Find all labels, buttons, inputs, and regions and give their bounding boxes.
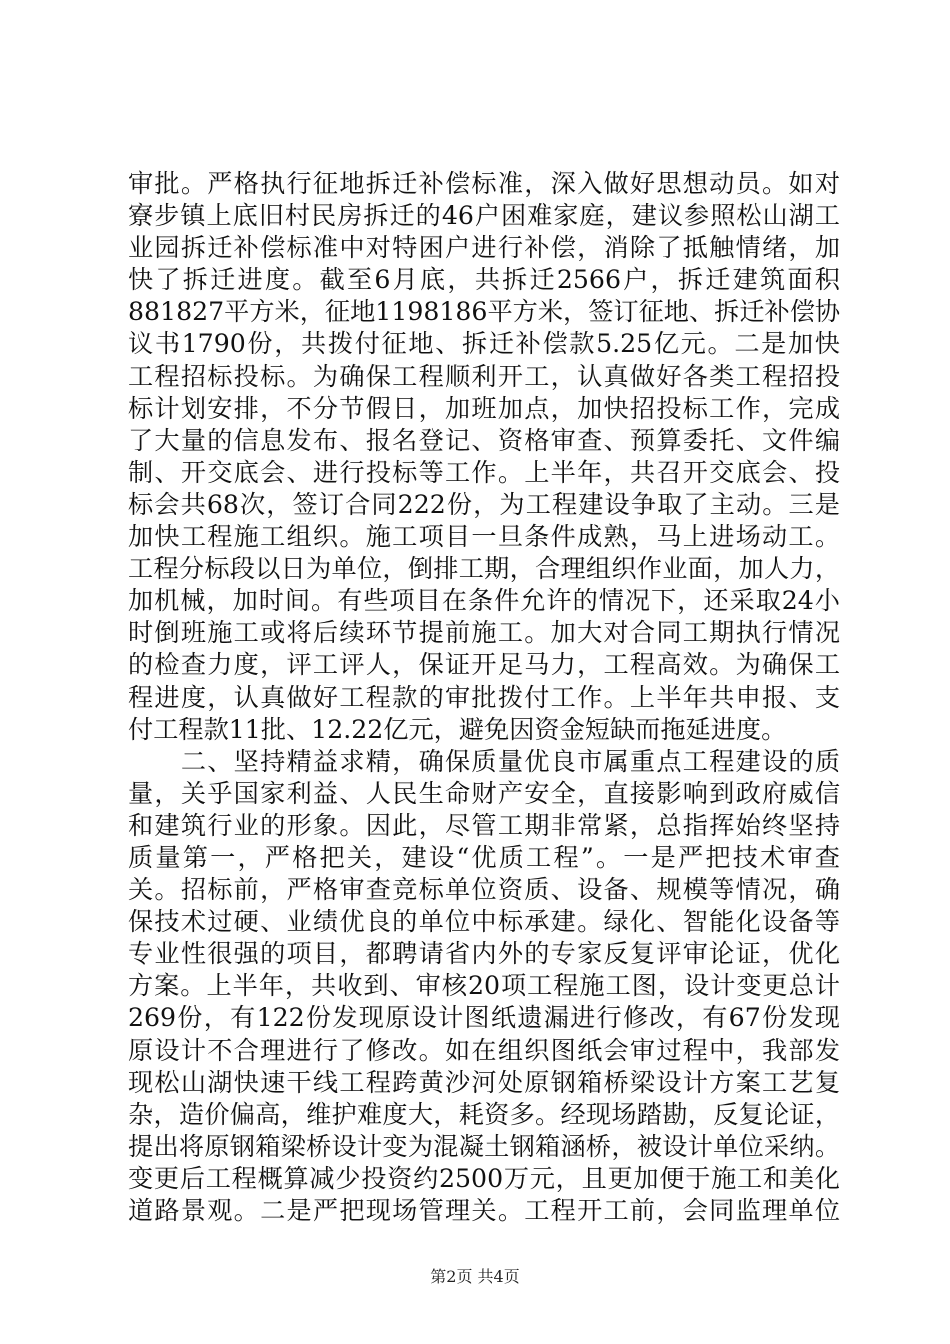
body-text bbox=[128, 168, 840, 1227]
text-line: 时倒班施工或将后续环节提前施工。加大对合同工期执行情况 bbox=[128, 618, 840, 648]
text-line: 快了拆迁进度。截至6月底，共拆迁2566户，拆迁建筑面积 bbox=[128, 265, 840, 295]
text-line: 议书1790份，共拨付征地、拆迁补偿款5.25亿元。二是加快 bbox=[128, 329, 840, 359]
text-line: 业园拆迁补偿标准中对特困户进行补偿，消除了抵触情绪，加 bbox=[128, 233, 840, 263]
text-line: 工程分标段以日为单位，倒排工期，合理组织作业面，加人力， bbox=[128, 554, 840, 584]
text-line: 程进度，认真做好工程款的审批拨付工作。上半年共申报、支 bbox=[128, 682, 840, 712]
text-line: 提出将原钢箱梁桥设计变为混凝土钢箱涵桥，被设计单位采纳。 bbox=[128, 1131, 840, 1161]
text-line: 工程招标投标。为确保工程顺利开工，认真做好各类工程招投 bbox=[128, 361, 840, 391]
text-line: 了大量的信息发布、报名登记、资格审查、预算委托、文件编 bbox=[128, 425, 840, 455]
page-footer bbox=[0, 1266, 950, 1288]
text-line: 专业性很强的项目，都聘请省内外的专家反复评审论证，优化 bbox=[128, 939, 840, 969]
text-line: 保技术过硬、业绩优良的单位中标承建。绿化、智能化设备等 bbox=[128, 907, 840, 937]
paragraph-start-line: 二、坚持精益求精，确保质量优良市属重点工程建设的质 bbox=[128, 746, 840, 776]
text-line: 杂，造价偏高，维护难度大，耗资多。经现场踏勘，反复论证， bbox=[128, 1099, 840, 1129]
text-line: 变更后工程概算减少投资约2500万元，且更加便于施工和美化 bbox=[128, 1163, 840, 1193]
text-line: 标计划安排，不分节假日，加班加点，加快招投标工作，完成 bbox=[128, 393, 840, 423]
text-line: 寮步镇上底旧村民房拆迁的46户困难家庭，建议参照松山湖工 bbox=[128, 201, 840, 231]
text-line: 加机械，加时间。有些项目在条件允许的情况下，还采取24小 bbox=[128, 586, 840, 616]
text-line: 现松山湖快速干线工程跨黄沙河处原钢箱桥梁设计方案工艺复 bbox=[128, 1067, 840, 1097]
page-number-label: 第2页 共4页 bbox=[430, 1267, 520, 1286]
text-line: 制、开交底会、进行投标等工作。上半年，共召开交底会、投 bbox=[128, 457, 840, 487]
text-line: 道路景观。二是严把现场管理关。工程开工前，会同监理单位 bbox=[128, 1196, 840, 1225]
text-line: 量，关乎国家利益、人民生命财产安全，直接影响到政府威信 bbox=[128, 778, 840, 808]
text-line: 付工程款11批、12.22亿元，避免因资金短缺而拖延进度。 bbox=[128, 714, 787, 744]
text-line: 关。招标前，严格审查竞标单位资质、设备、规模等情况，确 bbox=[128, 875, 840, 905]
text-line: 加快工程施工组织。施工项目一旦条件成熟，马上进场动工。 bbox=[128, 522, 840, 552]
text-line: 质量第一，严格把关，建设“优质工程”。一是严把技术审查 bbox=[128, 842, 840, 872]
text-line: 原设计不合理进行了修改。如在组织图纸会审过程中，我部发 bbox=[128, 1035, 840, 1065]
text-line: 269份，有122份发现原设计图纸遗漏进行修改，有67份发现 bbox=[128, 1003, 840, 1033]
text-line: 标会共68次，签订合同222份，为工程建设争取了主动。三是 bbox=[128, 489, 840, 519]
text-line: 和建筑行业的形象。因此，尽管工期非常紧，总指挥始终坚持 bbox=[128, 810, 840, 840]
text-line: 审批。严格执行征地拆迁补偿标准，深入做好思想动员。如对 bbox=[128, 169, 840, 198]
text-line: 881827平方米，征地1198186平方米，签订征地、拆迁补偿协 bbox=[128, 297, 840, 327]
text-line: 方案。上半年，共收到、审核20项工程施工图，设计变更总计 bbox=[128, 971, 840, 1001]
text-line: 的检查力度，评工评人，保证开足马力，工程高效。为确保工 bbox=[128, 650, 840, 680]
